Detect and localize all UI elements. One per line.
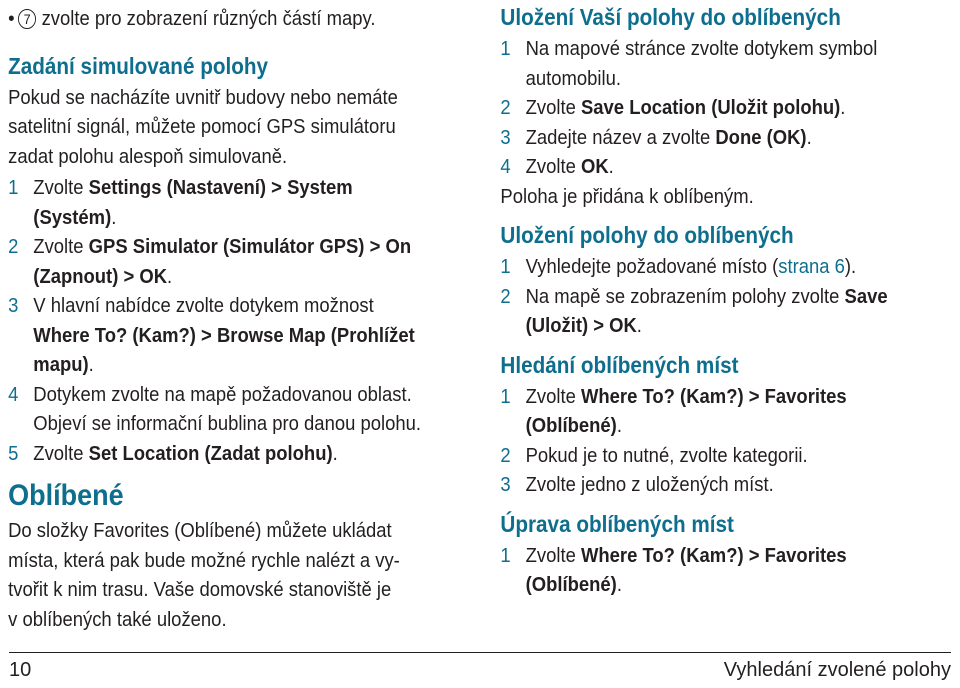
left-column — [8, 0, 458, 634]
step-text: Na mapové stránce zvolte dotykem symbol — [525, 37, 878, 60]
step-number: 2 — [500, 443, 511, 467]
step-number: 3 — [500, 473, 511, 496]
step-result: Objeví se informační bublina pro danou polohu. — [33, 412, 422, 435]
bullet-text: zvolte pro zobrazení různých částí mapy. — [41, 7, 376, 30]
section-heading: Zadání simulované polohy — [8, 52, 269, 79]
paragraph-line: zadat polohu alespoň simulovaně. — [8, 144, 288, 168]
section-title-favorites: Oblíbené — [8, 479, 124, 512]
step-text: . — [806, 125, 812, 149]
paragraph-line: satelitní signál, můžete pomocí GPS simulátoru — [8, 115, 396, 138]
step-number: 3 — [500, 125, 511, 149]
step-text: Na mapě se zobrazením polohy zvolte — [525, 284, 845, 308]
step-number: 1 — [500, 255, 511, 278]
page-reference-link[interactable]: strana 6 — [778, 255, 845, 278]
step-text: . — [608, 155, 614, 178]
page-number: 10 — [9, 659, 32, 681]
paragraph-line: Do složky Favorites (Oblíbené) můžete ukládat — [8, 519, 392, 542]
step-text: . — [167, 264, 173, 288]
step-number: 1 — [500, 543, 511, 567]
step-text: . — [332, 441, 338, 465]
step-2 — [8, 232, 458, 291]
paragraph-line: místa, která pak bude možné rychle nalézt a vy- — [8, 548, 400, 572]
step-text: Zvolte — [33, 176, 89, 199]
step-result: Poloha je přidána k oblíbeným. — [500, 184, 754, 208]
step-text: . — [88, 353, 94, 376]
step-number: 2 — [500, 284, 511, 308]
step-number: 3 — [8, 294, 19, 317]
step-command: Where To? (Kam?) > Browse Map (Prohlížet — [33, 323, 415, 347]
step-command: (Zapnout) > OK — [33, 264, 168, 288]
step-text: Zvolte jedno z uložených míst. — [525, 473, 774, 496]
step-text: Vyhledejte požadované místo ( — [525, 255, 779, 278]
step-4 — [8, 380, 458, 439]
step-number: 4 — [500, 155, 511, 178]
step-text: Zvolte — [33, 441, 89, 465]
section-heading: Hledání oblíbených míst — [500, 351, 739, 378]
step-text: automobilu. — [525, 66, 621, 90]
step-command: Done (OK) — [715, 125, 807, 149]
step-text: Zvolte — [525, 543, 581, 567]
circled-number-icon: 7 — [18, 9, 36, 29]
step-text: Zvolte — [525, 155, 581, 178]
step-command: Save Location (Uložit polohu) — [580, 96, 841, 119]
step-number: 1 — [500, 37, 511, 60]
step-text: Zvolte — [33, 235, 89, 258]
footer-divider — [9, 652, 951, 653]
step-text: ). — [844, 255, 857, 278]
step-number: 5 — [8, 441, 19, 465]
step-1 — [8, 173, 458, 232]
step-number: 2 — [8, 235, 19, 258]
step-text: Dotykem zvolte na mapě požadovanou oblast. — [33, 382, 412, 406]
step-number: 4 — [8, 382, 19, 406]
right-column — [500, 0, 959, 600]
step-command: (Oblíbené) — [525, 573, 617, 596]
bullet-dot: • — [8, 7, 15, 30]
step-text: Zadejte název a zvolte — [525, 125, 716, 149]
step-5 — [8, 439, 458, 469]
step-text: V hlavní nabídce zvolte dotykem možnost — [33, 294, 374, 317]
paragraph-line: Pokud se nacházíte uvnitř budovy nebo nemáte — [8, 85, 398, 109]
step-text: . — [111, 205, 117, 229]
step-command: Set Location (Zadat polohu) — [88, 441, 333, 465]
step-command: OK — [580, 155, 609, 178]
paragraph-line: v oblíbených také uloženo. — [8, 607, 227, 631]
step-number: 2 — [500, 96, 511, 119]
step-text: . — [616, 414, 622, 437]
step-text: Zvolte — [525, 96, 581, 119]
step-command: Settings (Nastavení) > System — [88, 176, 353, 199]
step-command: (Systém) — [33, 205, 112, 229]
footer-section-title: Vyhledání zvolené polohy — [723, 659, 951, 681]
step-command: Where To? (Kam?) > Favorites — [580, 384, 847, 408]
section-heading: Úprava oblíbených míst — [500, 510, 734, 537]
step-command: (Uložit) > OK — [525, 314, 637, 337]
step-number: 1 — [500, 384, 511, 408]
step-text: . — [840, 96, 846, 119]
step-text: Pokud je to nutné, zvolte kategorii. — [525, 443, 808, 467]
step-command: mapu) — [33, 353, 89, 376]
step-number: 1 — [8, 176, 19, 199]
step-text: Zvolte — [525, 384, 581, 408]
step-command: Save — [844, 284, 888, 308]
step-command: Where To? (Kam?) > Favorites — [580, 543, 847, 567]
step-3 — [8, 291, 458, 380]
step-text: . — [636, 314, 642, 337]
bullet-item — [8, 4, 458, 34]
step-command: (Oblíbené) — [525, 414, 617, 437]
step-text: . — [616, 573, 622, 596]
step-command: GPS Simulator (Simulátor GPS) > On — [88, 235, 412, 258]
section-heading: Uložení polohy do oblíbených — [500, 222, 794, 248]
paragraph-line: tvořit k nim trasu. Vaše domovské stanoviště je — [8, 578, 392, 601]
section-heading: Uložení Vaší polohy do oblíbených — [500, 4, 841, 30]
